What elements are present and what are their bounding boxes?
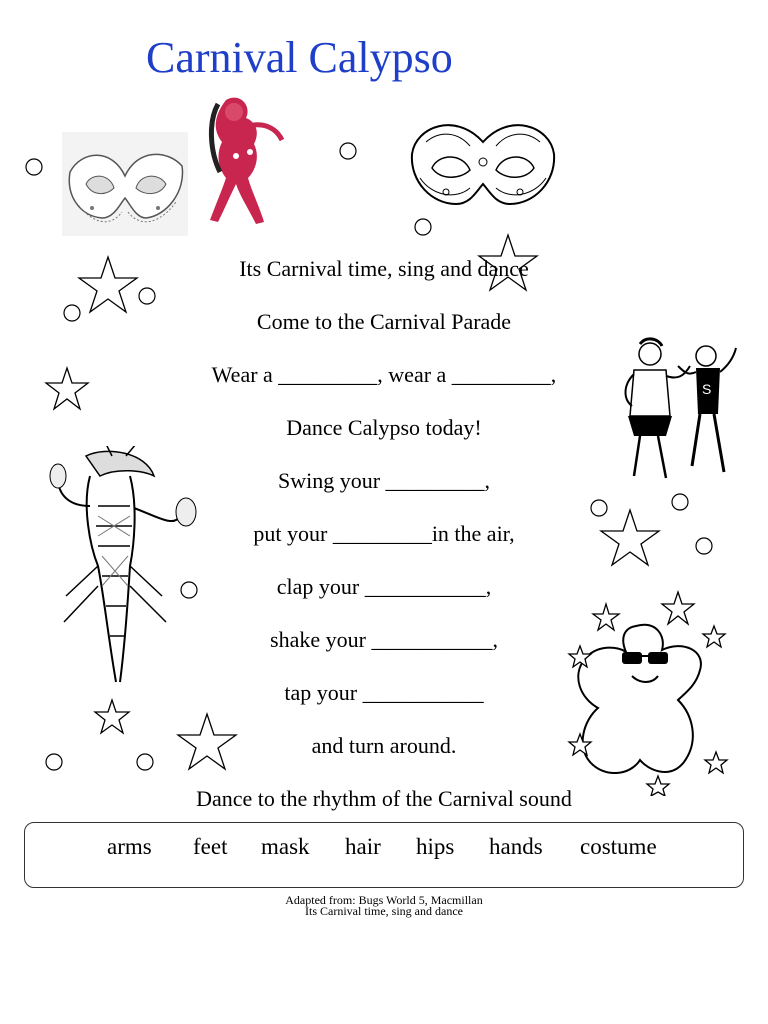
word-bank [24,822,744,888]
song-line-3: Wear a _________, wear a _________, [211,362,557,387]
word-bank-item: arms [107,834,152,859]
dancer-icon [190,92,300,237]
bubble-icon [415,219,431,235]
bubble-icon [26,159,42,175]
song-line-6: put your _________in the air, [253,521,515,546]
song-line-1: Its Carnival time, sing and dance [239,256,529,281]
bubble-icon [139,288,155,304]
song-line-8: shake your ___________, [270,627,498,652]
song-line-9: tap your ___________ [284,680,484,705]
page-title: Carnival Calypso [146,33,453,82]
svg-text:S: S [702,381,712,397]
bubble-icon [591,500,607,516]
word-bank-item: hair [345,834,381,859]
song-line-2: Come to the Carnival Parade [256,309,512,334]
credit-subtitle: Its Carnival time, sing and dance [305,904,463,918]
song-line-10: and turn around. [311,733,457,758]
credit-line: Adapted from: Bugs World 5, Macmillan [285,893,483,907]
song-line-5: Swing your _________, [277,468,491,493]
mask-icon [406,112,560,208]
word-bank-item: feet [193,834,228,859]
song-line-11: Dance to the rhythm of the Carnival sound [196,786,572,811]
dancing-couple-icon [612,336,744,486]
word-bank-item: mask [261,834,310,859]
mask-icon [62,132,188,236]
song-line-7: clap your ___________, [276,574,492,599]
word-bank-item: costume [580,834,657,859]
word-bank-item: hips [416,834,455,859]
song-line-4: Dance Calypso today! [286,415,482,440]
bubble-icon [672,494,688,510]
word-bank-item: hands [489,834,543,859]
bubble-icon [340,143,356,159]
